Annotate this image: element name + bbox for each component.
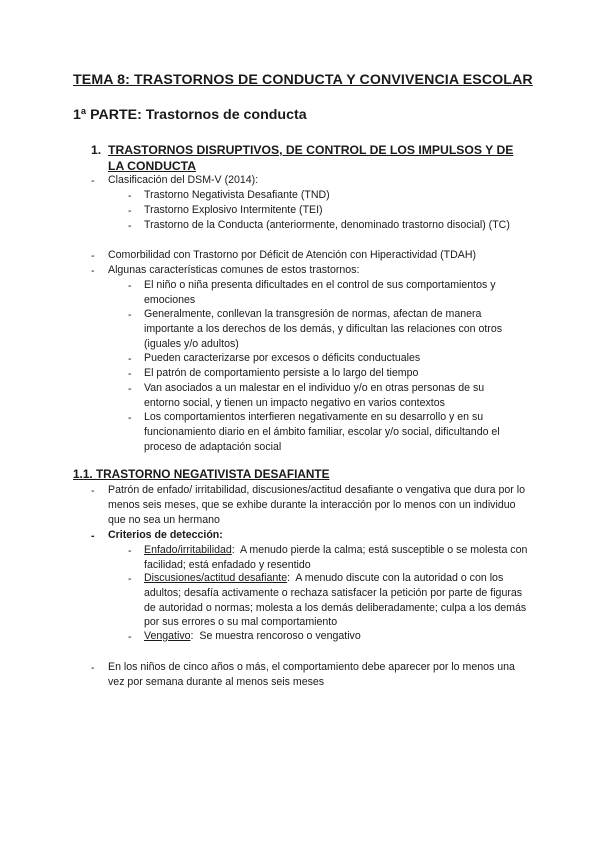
bullet-dash: - [128, 573, 132, 585]
criterion-term: Discusiones/actitud desafiante [144, 572, 288, 584]
bullet-dash: - [91, 175, 95, 187]
characteristic-item: El niño o niña presenta dificultades en el control de sus comportamientos y emociones [144, 279, 496, 306]
bullet-dash: - [128, 368, 132, 380]
criterion-vengativo: Vengativo: Se muestra rencoroso o vengativo [144, 630, 361, 642]
bullet-dash: - [91, 485, 95, 497]
bullet-dash: - [128, 383, 132, 395]
list-item-tc: Trastorno de la Conducta (anteriormente, denominado trastorno disocial) (TC) [144, 219, 510, 231]
bullet-dash: - [128, 631, 132, 643]
bullet-dash: - [91, 250, 95, 262]
criterion-discusiones: Discusiones/actitud desafiante: A menudo discute con la autoridad o con los adultos; desafía activamente o rechaza satisfacer la petición por parte de figuras de autoridad o normas; molesta a los demás deliberadamente; culpa a los demás por sus errores o su mal comportamiento [144, 572, 527, 629]
part-heading: 1ª PARTE: Trastornos de conducta [73, 107, 307, 123]
bullet-dash: - [128, 412, 132, 424]
bullet-dash: - [128, 220, 132, 232]
list-item-characteristics: Algunas características comunes de estos trastornos: [108, 264, 360, 276]
bullet-dash: - [128, 353, 132, 365]
list-item-dsm: Clasificación del DSM-V (2014): [108, 174, 259, 186]
bullet-dash: - [128, 280, 132, 292]
list-item-tnd: Trastorno Negativista Desafiante (TND) [144, 189, 330, 201]
section-title: TRASTORNOS DISRUPTIVOS, DE CONTROL DE LOS IMPULSOS Y DE LA CONDUCTA [108, 143, 514, 173]
closing-note: En los niños de cinco años o más, el comportamiento debe aparecer por lo menos una vez por semana durante al menos seis meses [108, 661, 515, 688]
characteristic-item: Pueden caracterizarse por excesos o déficits conductuales [144, 352, 421, 364]
document-title: TEMA 8: TRASTORNOS DE CONDUCTA Y CONVIVENCIA ESCOLAR [73, 72, 533, 88]
section-number: 1. [91, 143, 102, 157]
bullet-dash: - [91, 265, 95, 277]
criterion-text: A menudo pierde la calma; está susceptible o se molesta con facilidad; está enfadado y resentido [144, 544, 528, 571]
list-item-tei: Trastorno Explosivo Intermitente (TEI) [144, 204, 323, 216]
bullet-dash: - [128, 190, 132, 202]
characteristic-item: Generalmente, conllevan la transgresión de normas, afectan de manera importante a los derechos de los demás, y dificultan las relaciones con otros (iguales y/o adultos) [144, 308, 503, 350]
bullet-dash: - [91, 530, 95, 542]
characteristic-item: Van asociados a un malestar en el individuo y/o en otras personas de su entorno social, y tienen un impacto negativo en varios contextos [144, 382, 485, 409]
criterion-term: Enfado/irritabilidad [144, 544, 232, 556]
bullet-dash: - [128, 309, 132, 321]
tnd-pattern: Patrón de enfado/ irritabilidad, discusiones/actitud desafiante o vengativa que dura por lo menos seis meses, que se exhibe durante la interacción por lo menos con un individuo que no sea un hermano [108, 484, 525, 526]
characteristic-item: El patrón de comportamiento persiste a lo largo del tiempo [144, 367, 419, 379]
criteria-label: Criterios de detección: [108, 529, 223, 541]
subsection-title: 1.1. TRASTORNO NEGATIVISTA DESAFIANTE [73, 467, 330, 481]
criterion-enfado: Enfado/irritabilidad: A menudo pierde la calma; está susceptible o se molesta con facilidad; está enfadado y resentido [144, 544, 528, 571]
criterion-text: Se muestra rencoroso o vengativo [199, 630, 361, 642]
bullet-dash: - [128, 205, 132, 217]
criterion-text: A menudo discute con la autoridad o con los adultos; desafía activamente o rechaza satisfacer la petición por parte de figuras de autoridad o normas; molesta a los demás deliberadamente; culpa a los demás por sus errores o su mal comportamiento [144, 572, 527, 629]
list-item-tdah: Comorbilidad con Trastorno por Déficit de Atención con Hiperactividad (TDAH) [108, 249, 477, 261]
bullet-dash: - [128, 545, 132, 557]
criterion-term: Vengativo [144, 630, 191, 642]
characteristic-item: Los comportamientos interfieren negativamente en su desarrollo y en su funcionamiento diario en el ámbito familiar, escolar y/o social, dificultando el proceso de adaptación social [144, 411, 500, 453]
bullet-dash: - [91, 662, 95, 674]
